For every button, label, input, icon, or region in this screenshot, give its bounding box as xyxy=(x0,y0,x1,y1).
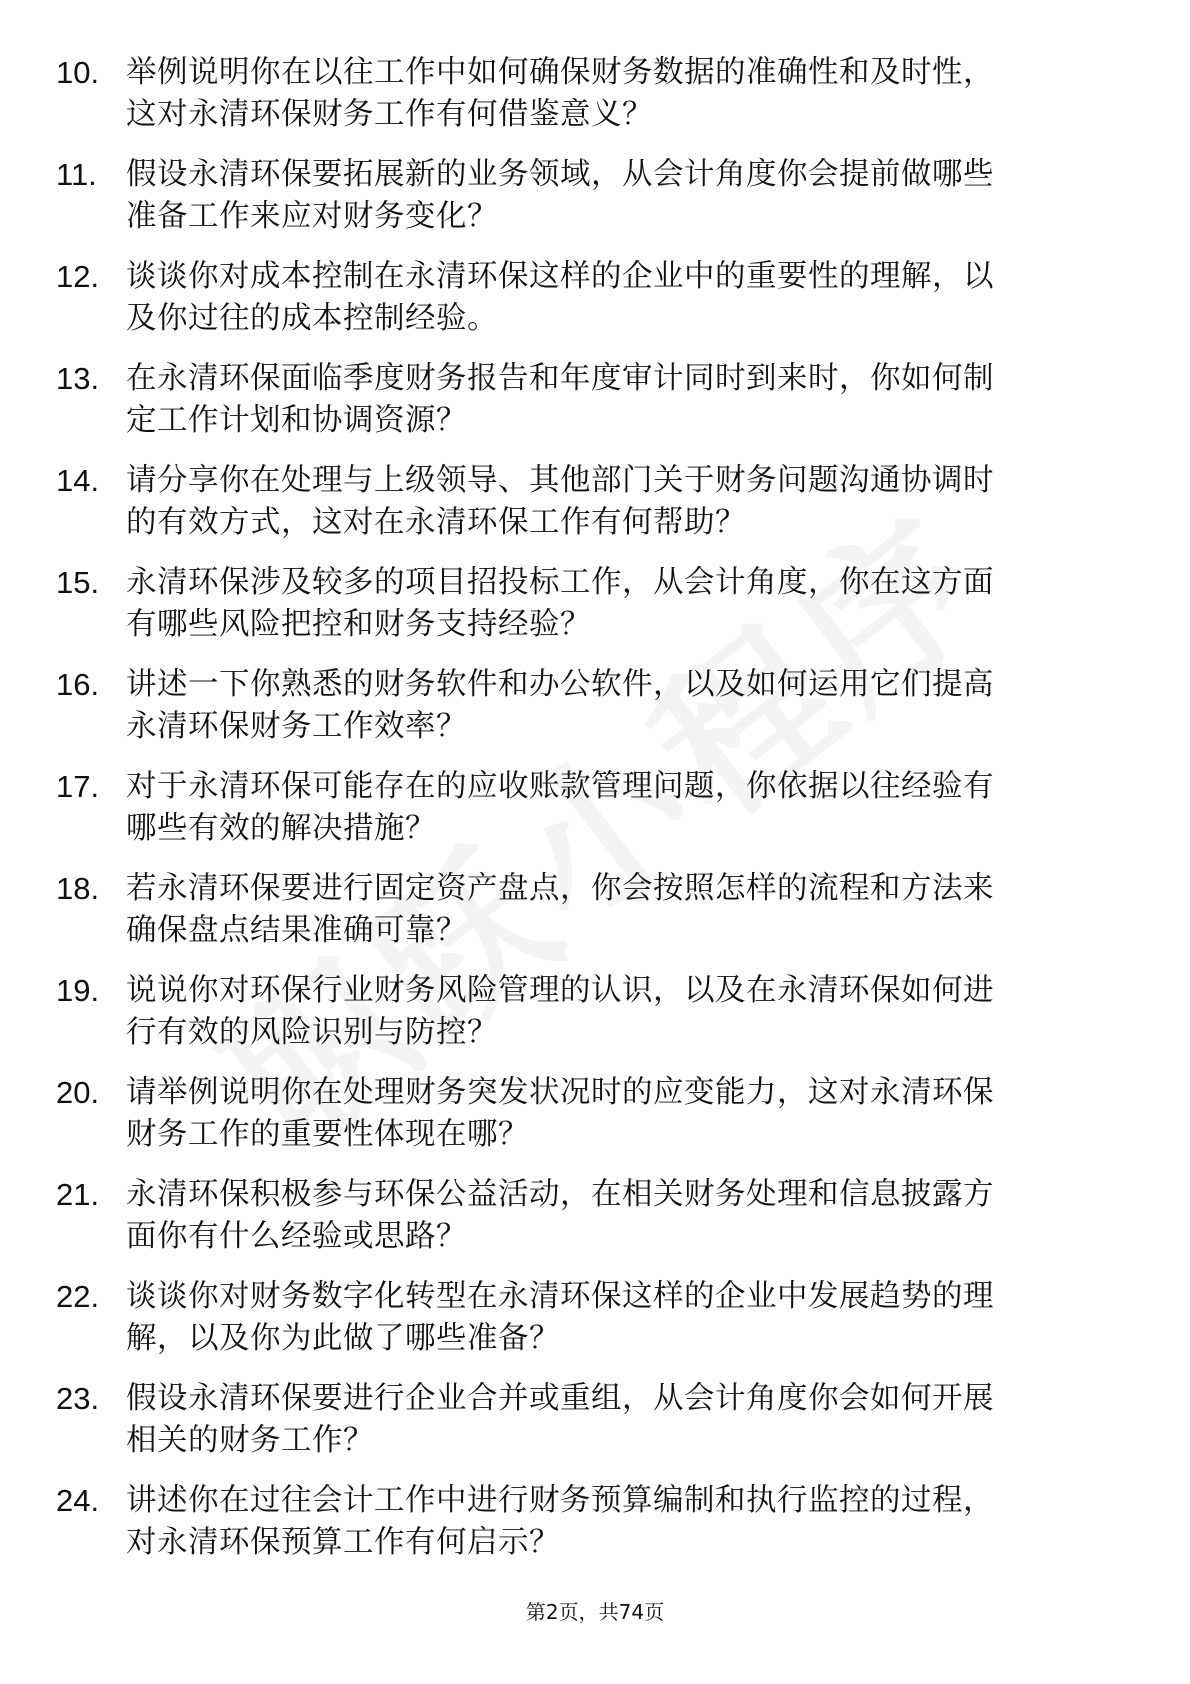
question-text xyxy=(126,52,1126,136)
question-text xyxy=(126,1276,1126,1360)
question-line: 请分享你在处理与上级领导、其他部门关于财务问题沟通协调时 xyxy=(126,463,994,498)
question-text xyxy=(126,664,1126,748)
question-item xyxy=(0,1072,1190,1174)
question-text xyxy=(126,154,1126,238)
question-line: 在永清环保面临季度财务报告和年度审计同时到来时，你如何制 xyxy=(126,361,994,396)
question-number: 11. xyxy=(56,157,97,192)
question-line: 说说你对环保行业财务风险管理的认识，以及在永清环保如何进 xyxy=(126,973,994,1008)
question-item xyxy=(0,52,1190,154)
question-text xyxy=(126,256,1126,340)
question-line: 对于永清环保可能存在的应收账款管理问题，你依据以往经验有 xyxy=(126,769,994,804)
question-number: 16. xyxy=(56,667,100,702)
question-line: 准备工作来应对财务变化？ xyxy=(126,199,498,234)
question-item xyxy=(0,1276,1190,1378)
question-line: 行有效的风险识别与防控？ xyxy=(126,1015,498,1050)
question-text xyxy=(126,460,1126,544)
question-number: 14. xyxy=(56,463,100,498)
question-number: 15. xyxy=(56,565,100,600)
question-text xyxy=(126,1174,1126,1258)
question-line: 永清环保涉及较多的项目招投标工作，从会计角度，你在这方面 xyxy=(126,565,994,600)
question-line: 请举例说明你在处理财务突发状况时的应变能力，这对永清环保 xyxy=(126,1075,994,1110)
question-number: 22. xyxy=(56,1279,100,1314)
question-line: 哪些有效的解决措施？ xyxy=(126,811,436,846)
question-item xyxy=(0,154,1190,256)
question-item xyxy=(0,1480,1190,1582)
question-list xyxy=(0,52,1190,1582)
question-text xyxy=(126,1072,1126,1156)
question-line: 讲述你在过往会计工作中进行财务预算编制和执行监控的过程， xyxy=(126,1483,994,1518)
question-item xyxy=(0,358,1190,460)
question-line: 谈谈你对财务数字化转型在永清环保这样的企业中发展趋势的理 xyxy=(126,1279,994,1314)
question-item xyxy=(0,664,1190,766)
question-line: 讲述一下你熟悉的财务软件和办公软件，以及如何运用它们提高 xyxy=(126,667,994,702)
question-line: 的有效方式，这对在永清环保工作有何帮助？ xyxy=(126,505,746,540)
question-line: 财务工作的重要性体现在哪？ xyxy=(126,1117,529,1152)
question-item xyxy=(0,1174,1190,1276)
question-text xyxy=(126,868,1126,952)
question-line: 假设永清环保要进行企业合并或重组，从会计角度你会如何开展 xyxy=(126,1381,994,1416)
question-line: 及你过往的成本控制经验。 xyxy=(126,301,498,336)
question-text xyxy=(126,1480,1126,1564)
question-text xyxy=(126,766,1126,850)
question-number: 12. xyxy=(56,259,100,294)
question-number: 20. xyxy=(56,1075,100,1110)
question-number: 10. xyxy=(56,55,100,90)
question-line: 若永清环保要进行固定资产盘点，你会按照怎样的流程和方法来 xyxy=(126,871,994,906)
question-line: 定工作计划和协调资源？ xyxy=(126,403,467,438)
question-item xyxy=(0,1378,1190,1480)
question-number: 23. xyxy=(56,1381,100,1416)
question-text xyxy=(126,358,1126,442)
question-text xyxy=(126,1378,1126,1462)
question-line: 确保盘点结果准确可靠？ xyxy=(126,913,467,948)
question-number: 17. xyxy=(56,769,100,804)
question-line: 相关的财务工作？ xyxy=(126,1423,374,1458)
question-line: 有哪些风险把控和财务支持经验？ xyxy=(126,607,591,642)
question-line: 谈谈你对成本控制在永清环保这样的企业中的重要性的理解，以 xyxy=(126,259,994,294)
page-footer xyxy=(0,1598,1190,1626)
question-number: 19. xyxy=(56,973,100,1008)
question-item xyxy=(0,766,1190,868)
question-line: 永清环保财务工作效率？ xyxy=(126,709,467,744)
question-item xyxy=(0,970,1190,1072)
question-line: 对永清环保预算工作有何启示？ xyxy=(126,1525,560,1560)
question-text xyxy=(126,562,1126,646)
question-line: 举例说明你在以往工作中如何确保财务数据的准确性和及时性， xyxy=(126,55,994,90)
question-item xyxy=(0,256,1190,358)
question-item xyxy=(0,460,1190,562)
question-number: 21. xyxy=(56,1177,100,1212)
question-line: 面你有什么经验或思路？ xyxy=(126,1219,467,1254)
page-number-label: 第2页，共74页 xyxy=(525,1600,665,1624)
question-line: 解，以及你为此做了哪些准备？ xyxy=(126,1321,560,1356)
question-item xyxy=(0,562,1190,664)
question-item xyxy=(0,868,1190,970)
question-number: 24. xyxy=(56,1483,100,1518)
question-number: 18. xyxy=(56,871,100,906)
question-line: 永清环保积极参与环保公益活动，在相关财务处理和信息披露方 xyxy=(126,1177,994,1212)
question-number: 13. xyxy=(56,361,100,396)
question-text xyxy=(126,970,1126,1054)
question-line: 假设永清环保要拓展新的业务领域，从会计角度你会提前做哪些 xyxy=(126,157,994,192)
question-line: 这对永清环保财务工作有何借鉴意义？ xyxy=(126,97,653,132)
